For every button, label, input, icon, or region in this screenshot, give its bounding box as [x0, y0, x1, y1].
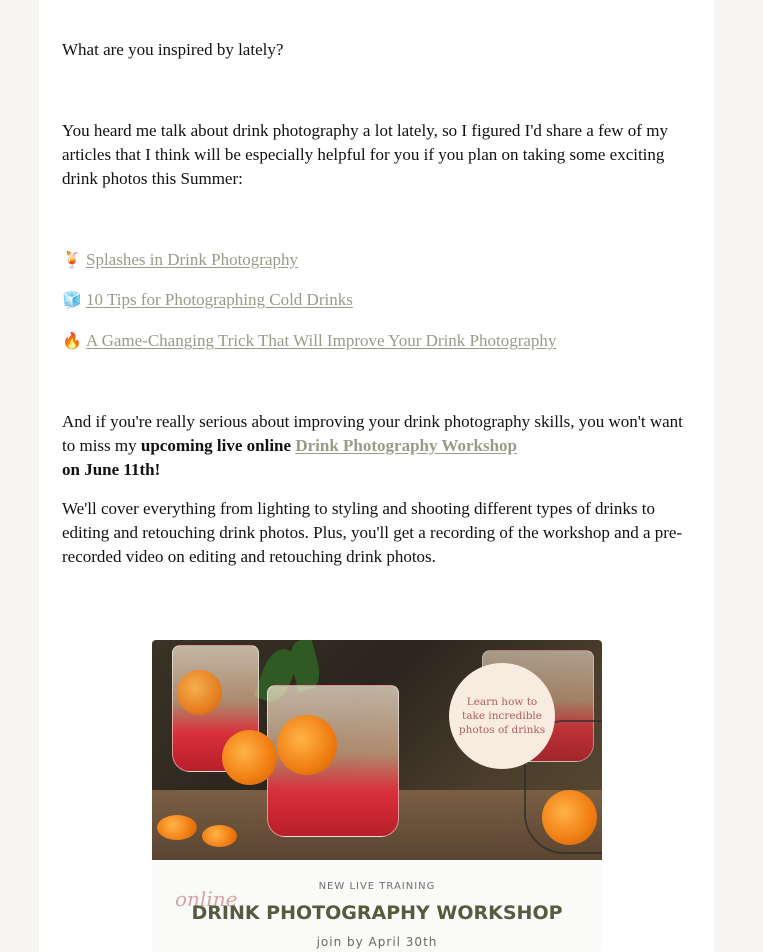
- fire-icon: 🔥: [62, 333, 82, 350]
- workshop-link[interactable]: Drink Photography Workshop: [295, 436, 518, 455]
- article-link-cold-drinks[interactable]: 10 Tips for Photographing Cold Drinks: [86, 290, 353, 309]
- workshop-details: We'll cover everything from lighting to styling and shooting different types of drinks to editing and retouching drink photos. Plus, you'll get a recording of the workshop and a pre-recorded video on editing and retouching drink photos.: [62, 499, 683, 566]
- article-link-splashes[interactable]: Splashes in Drink Photography: [86, 250, 299, 269]
- intro-question: What are you inspired by lately?: [62, 40, 284, 59]
- drinks-photo: [152, 640, 602, 860]
- orange-shape: [222, 730, 277, 785]
- workshop-paragraph: [62, 410, 692, 482]
- orange-slice-shape: [157, 815, 197, 840]
- ice-cube-icon: 🧊: [62, 292, 82, 309]
- badge-text: Learn how to take incredible photos of drinks: [458, 696, 546, 736]
- workshop-banner[interactable]: [152, 640, 602, 952]
- orange-shape: [177, 670, 222, 715]
- banner-headline: DRINK PHOTOGRAPHY WORKSHOP: [191, 902, 563, 924]
- tropical-drink-icon: 🍹: [62, 252, 82, 269]
- article-item: [62, 329, 556, 354]
- article-item: [62, 288, 353, 313]
- email-body: [39, 0, 714, 952]
- article-link-game-changing-trick[interactable]: A Game-Changing Trick That Will Improve Your Drink Photography: [86, 331, 557, 350]
- banner-subtitle: join by April 30th: [316, 935, 438, 949]
- orange-slice-shape: [202, 825, 237, 847]
- intro-paragraph: You heard me talk about drink photography a lot lately, so I figured I'd share a few of my articles that I think will be especially helpful for you if you plan on taking some exciting drink photos this Summer:: [62, 121, 668, 188]
- workshop-date: on June 11th!: [62, 460, 161, 479]
- article-item: [62, 248, 298, 273]
- orange-shape: [277, 715, 337, 775]
- workshop-bold-live: upcoming live online: [140, 436, 292, 455]
- learn-badge: [449, 663, 555, 769]
- banner-kicker: NEW LIVE TRAINING: [318, 881, 436, 892]
- workshop-lead: And if you're really serious about improving your drink photography skills, you won't want to miss my: [62, 412, 683, 455]
- banner-script: online: [175, 887, 238, 911]
